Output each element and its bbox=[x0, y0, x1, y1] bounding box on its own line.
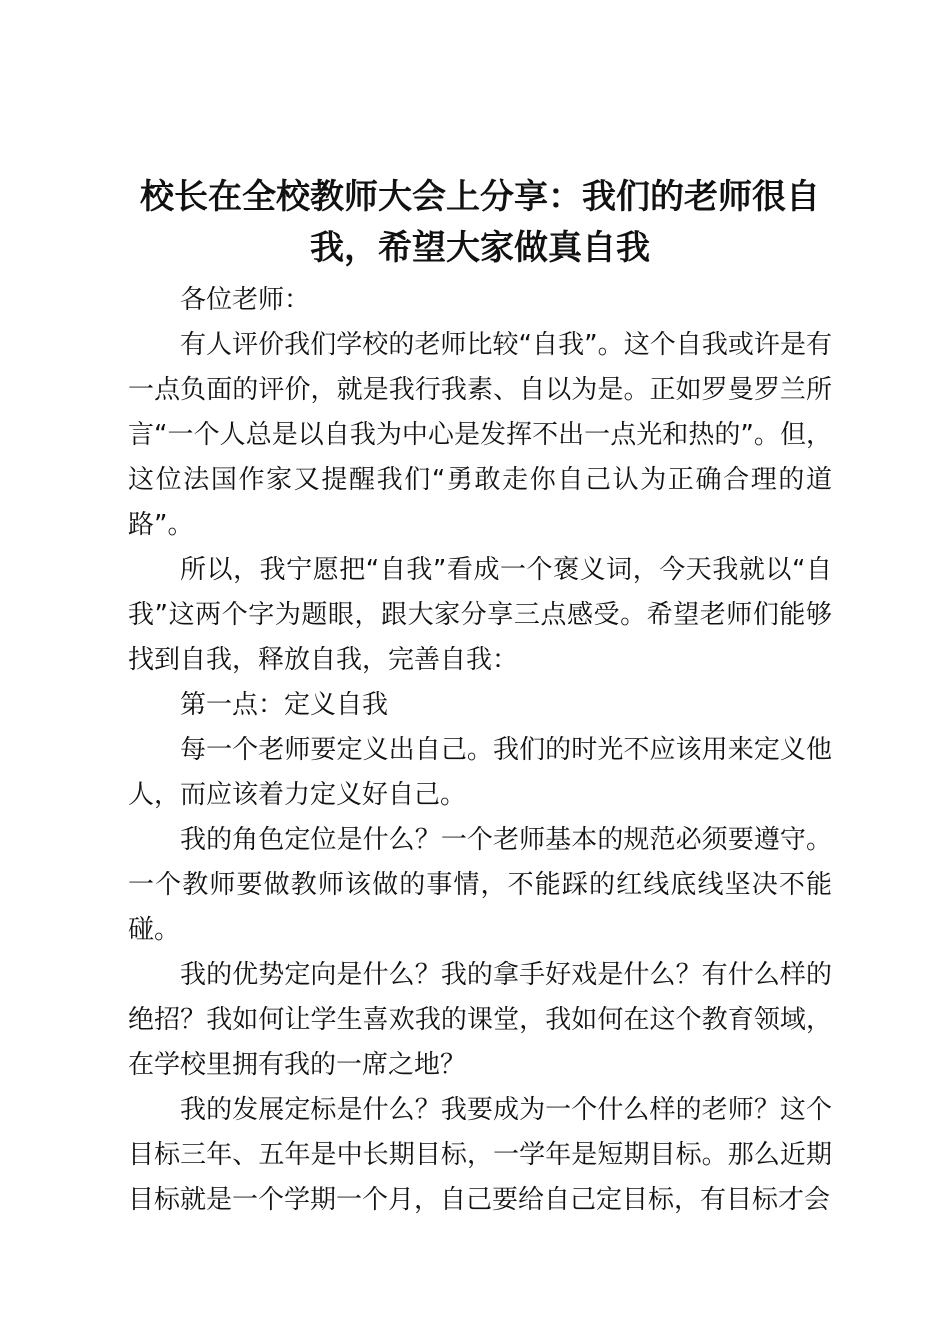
body-paragraph: 我的优势定向是什么？我的拿手好戏是什么？有什么样的绝招？我如何让学生喜欢我的课堂，我如何在这个教育领域，在学校里拥有我的一席之地？ bbox=[128, 960, 832, 1080]
salutation-paragraph: 各位老师： bbox=[180, 285, 311, 315]
body-paragraph: 每一个老师要定义出自己。我们的时光不应该用来定义他人，而应该着力定义好自己。 bbox=[128, 735, 832, 810]
document-title: 校长在全校教师大会上分享：我们的老师很自我，希望大家做真自我 bbox=[140, 177, 820, 268]
document-body bbox=[128, 278, 832, 1223]
body-paragraph: 有人评价我们学校的老师比较“自我”。这个自我或许是有一点负面的评价，就是我行我素、自以为是。正如罗曼罗兰所言“一个人总是以自我为中心是发挥不出一点光和热的”。但，这位法国作家又提醒我们“勇敢走你自己认为正确合理的道路”。 bbox=[128, 330, 832, 540]
body-paragraph: 所以，我宁愿把“自我”看成一个褒义词，今天我就以“自我”这两个字为题眼，跟大家分享三点感受。希望老师们能够找到自我，释放自我，完善自我： bbox=[128, 555, 832, 675]
document-content bbox=[128, 172, 832, 1223]
section-heading: 第一点：定义自我 bbox=[180, 690, 389, 720]
body-paragraph: 我的发展定标是什么？我要成为一个什么样的老师？这个目标三年、五年是中长期目标，一学年是短期目标。那么近期目标就是一个学期一个月，自己要给自己定目标，有目标才会 bbox=[128, 1095, 832, 1215]
body-paragraph: 我的角色定位是什么？一个老师基本的规范必须要遵守。一个教师要做教师该做的事情，不能踩的红线底线坚决不能碰。 bbox=[128, 825, 832, 945]
